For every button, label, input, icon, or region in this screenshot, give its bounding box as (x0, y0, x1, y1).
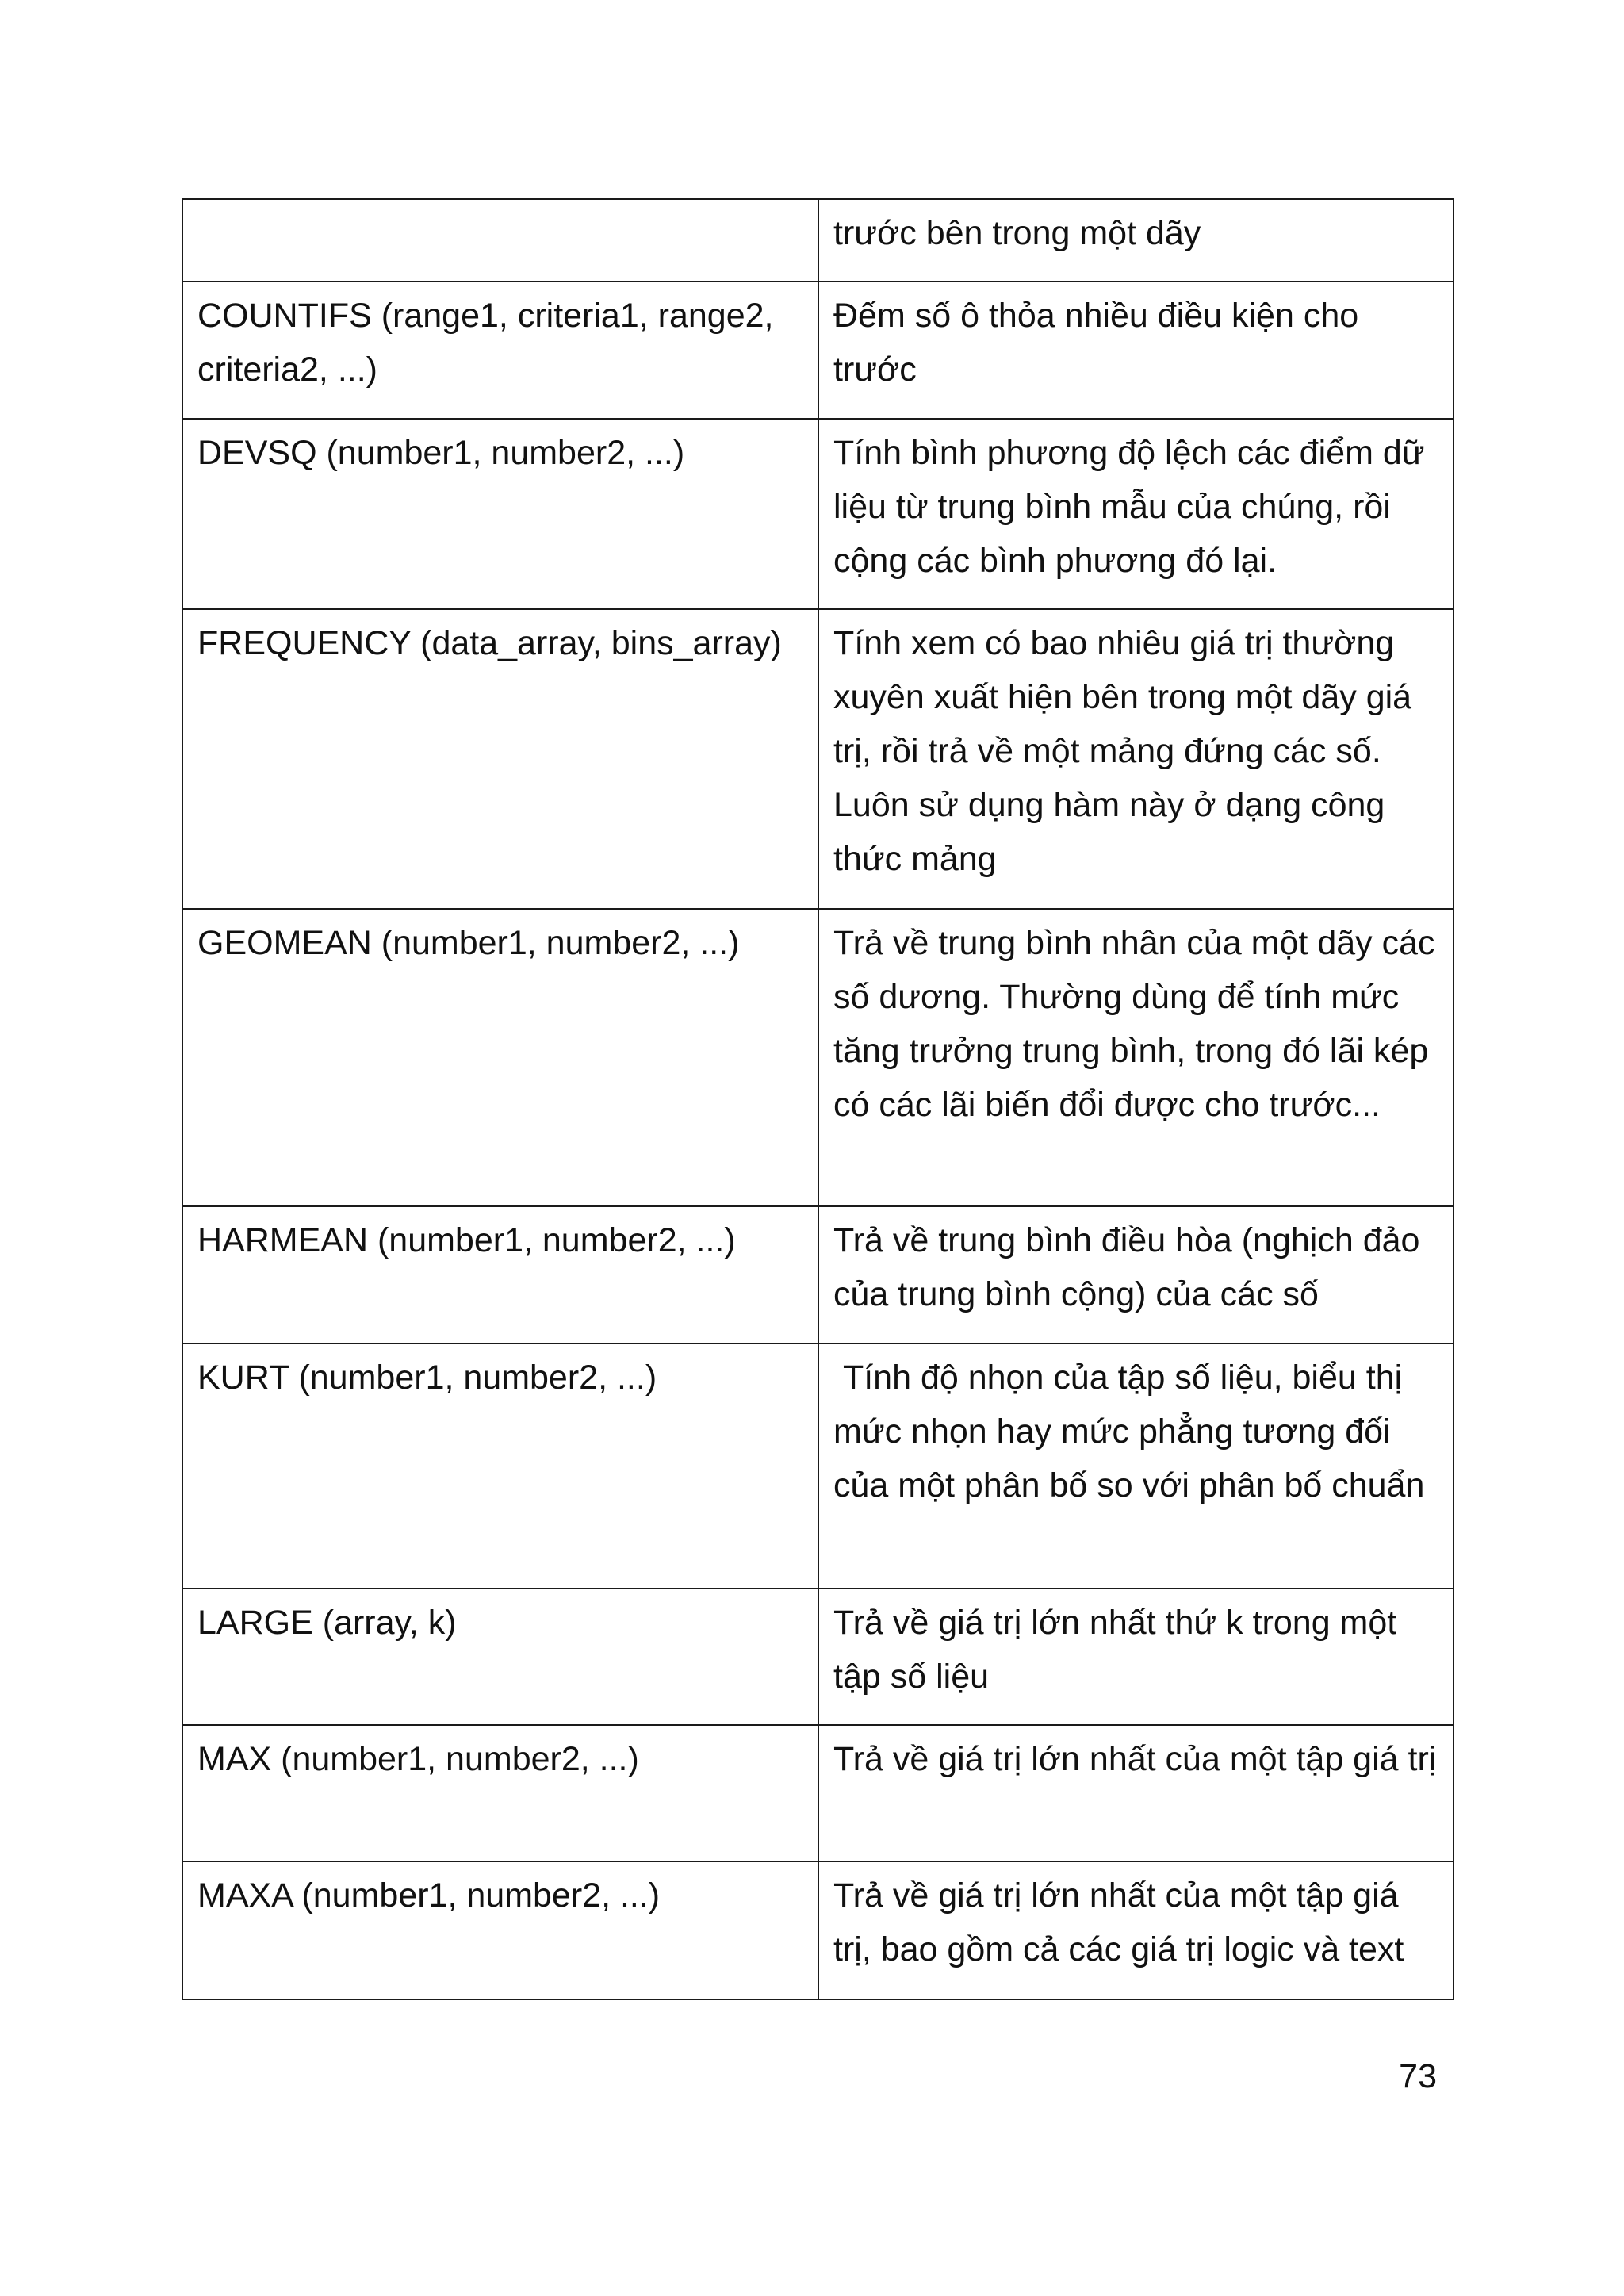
function-table (182, 198, 1454, 2000)
table-row (182, 419, 1454, 609)
function-cell: FREQUENCY (data_array, bins_array) (182, 609, 818, 909)
function-cell: HARMEAN (number1, number2, ...) (182, 1206, 818, 1343)
description-cell: Tính độ nhọn của tập số liệu, biểu thị mức nhọn hay mức phẳng tương đối của một phân bố so với phân bố chuẩn (818, 1343, 1454, 1589)
description-cell: Tính xem có bao nhiêu giá trị thường xuyên xuất hiện bên trong một dãy giá trị, rồi trả về một mảng đứng các số. Luôn sử dụng hàm này ở dạng công thức mảng (818, 609, 1454, 909)
description-cell: trước bên trong một dãy (818, 199, 1454, 282)
table-row (182, 1589, 1454, 1725)
function-cell: MAXA (number1, number2, ...) (182, 1861, 818, 1999)
table-row (182, 1861, 1454, 1999)
function-cell: LARGE (array, k) (182, 1589, 818, 1725)
table-row (182, 282, 1454, 419)
description-cell: Trả về trung bình điều hòa (nghịch đảo của trung bình cộng) của các số (818, 1206, 1454, 1343)
description-cell: Trả về giá trị lớn nhất của một tập giá trị, bao gồm cả các giá trị logic và text (818, 1861, 1454, 1999)
function-cell: COUNTIFS (range1, criteria1, range2, criteria2, ...) (182, 282, 818, 419)
function-cell: KURT (number1, number2, ...) (182, 1343, 818, 1589)
description-cell: Trả về trung bình nhân của một dãy các số dương. Thường dùng để tính mức tăng trưởng trung bình, trong đó lãi kép có các lãi biến đổi được cho trước... (818, 909, 1454, 1206)
function-cell: MAX (number1, number2, ...) (182, 1725, 818, 1861)
description-cell: Trả về giá trị lớn nhất thứ k trong một tập số liệu (818, 1589, 1454, 1725)
description-cell: Tính bình phương độ lệch các điểm dữ liệu từ trung bình mẫu của chúng, rồi cộng các bình phương đó lại. (818, 419, 1454, 609)
table-row (182, 1343, 1454, 1589)
function-cell: DEVSQ (number1, number2, ...) (182, 419, 818, 609)
table-row (182, 1725, 1454, 1861)
page-number: 73 (1399, 2057, 1437, 2095)
function-cell (182, 199, 818, 282)
table-row (182, 199, 1454, 282)
table-row (182, 909, 1454, 1206)
description-cell: Đếm số ô thỏa nhiều điều kiện cho trước (818, 282, 1454, 419)
table-row (182, 1206, 1454, 1343)
description-cell: Trả về giá trị lớn nhất của một tập giá trị (818, 1725, 1454, 1861)
function-cell: GEOMEAN (number1, number2, ...) (182, 909, 818, 1206)
table-row (182, 609, 1454, 909)
